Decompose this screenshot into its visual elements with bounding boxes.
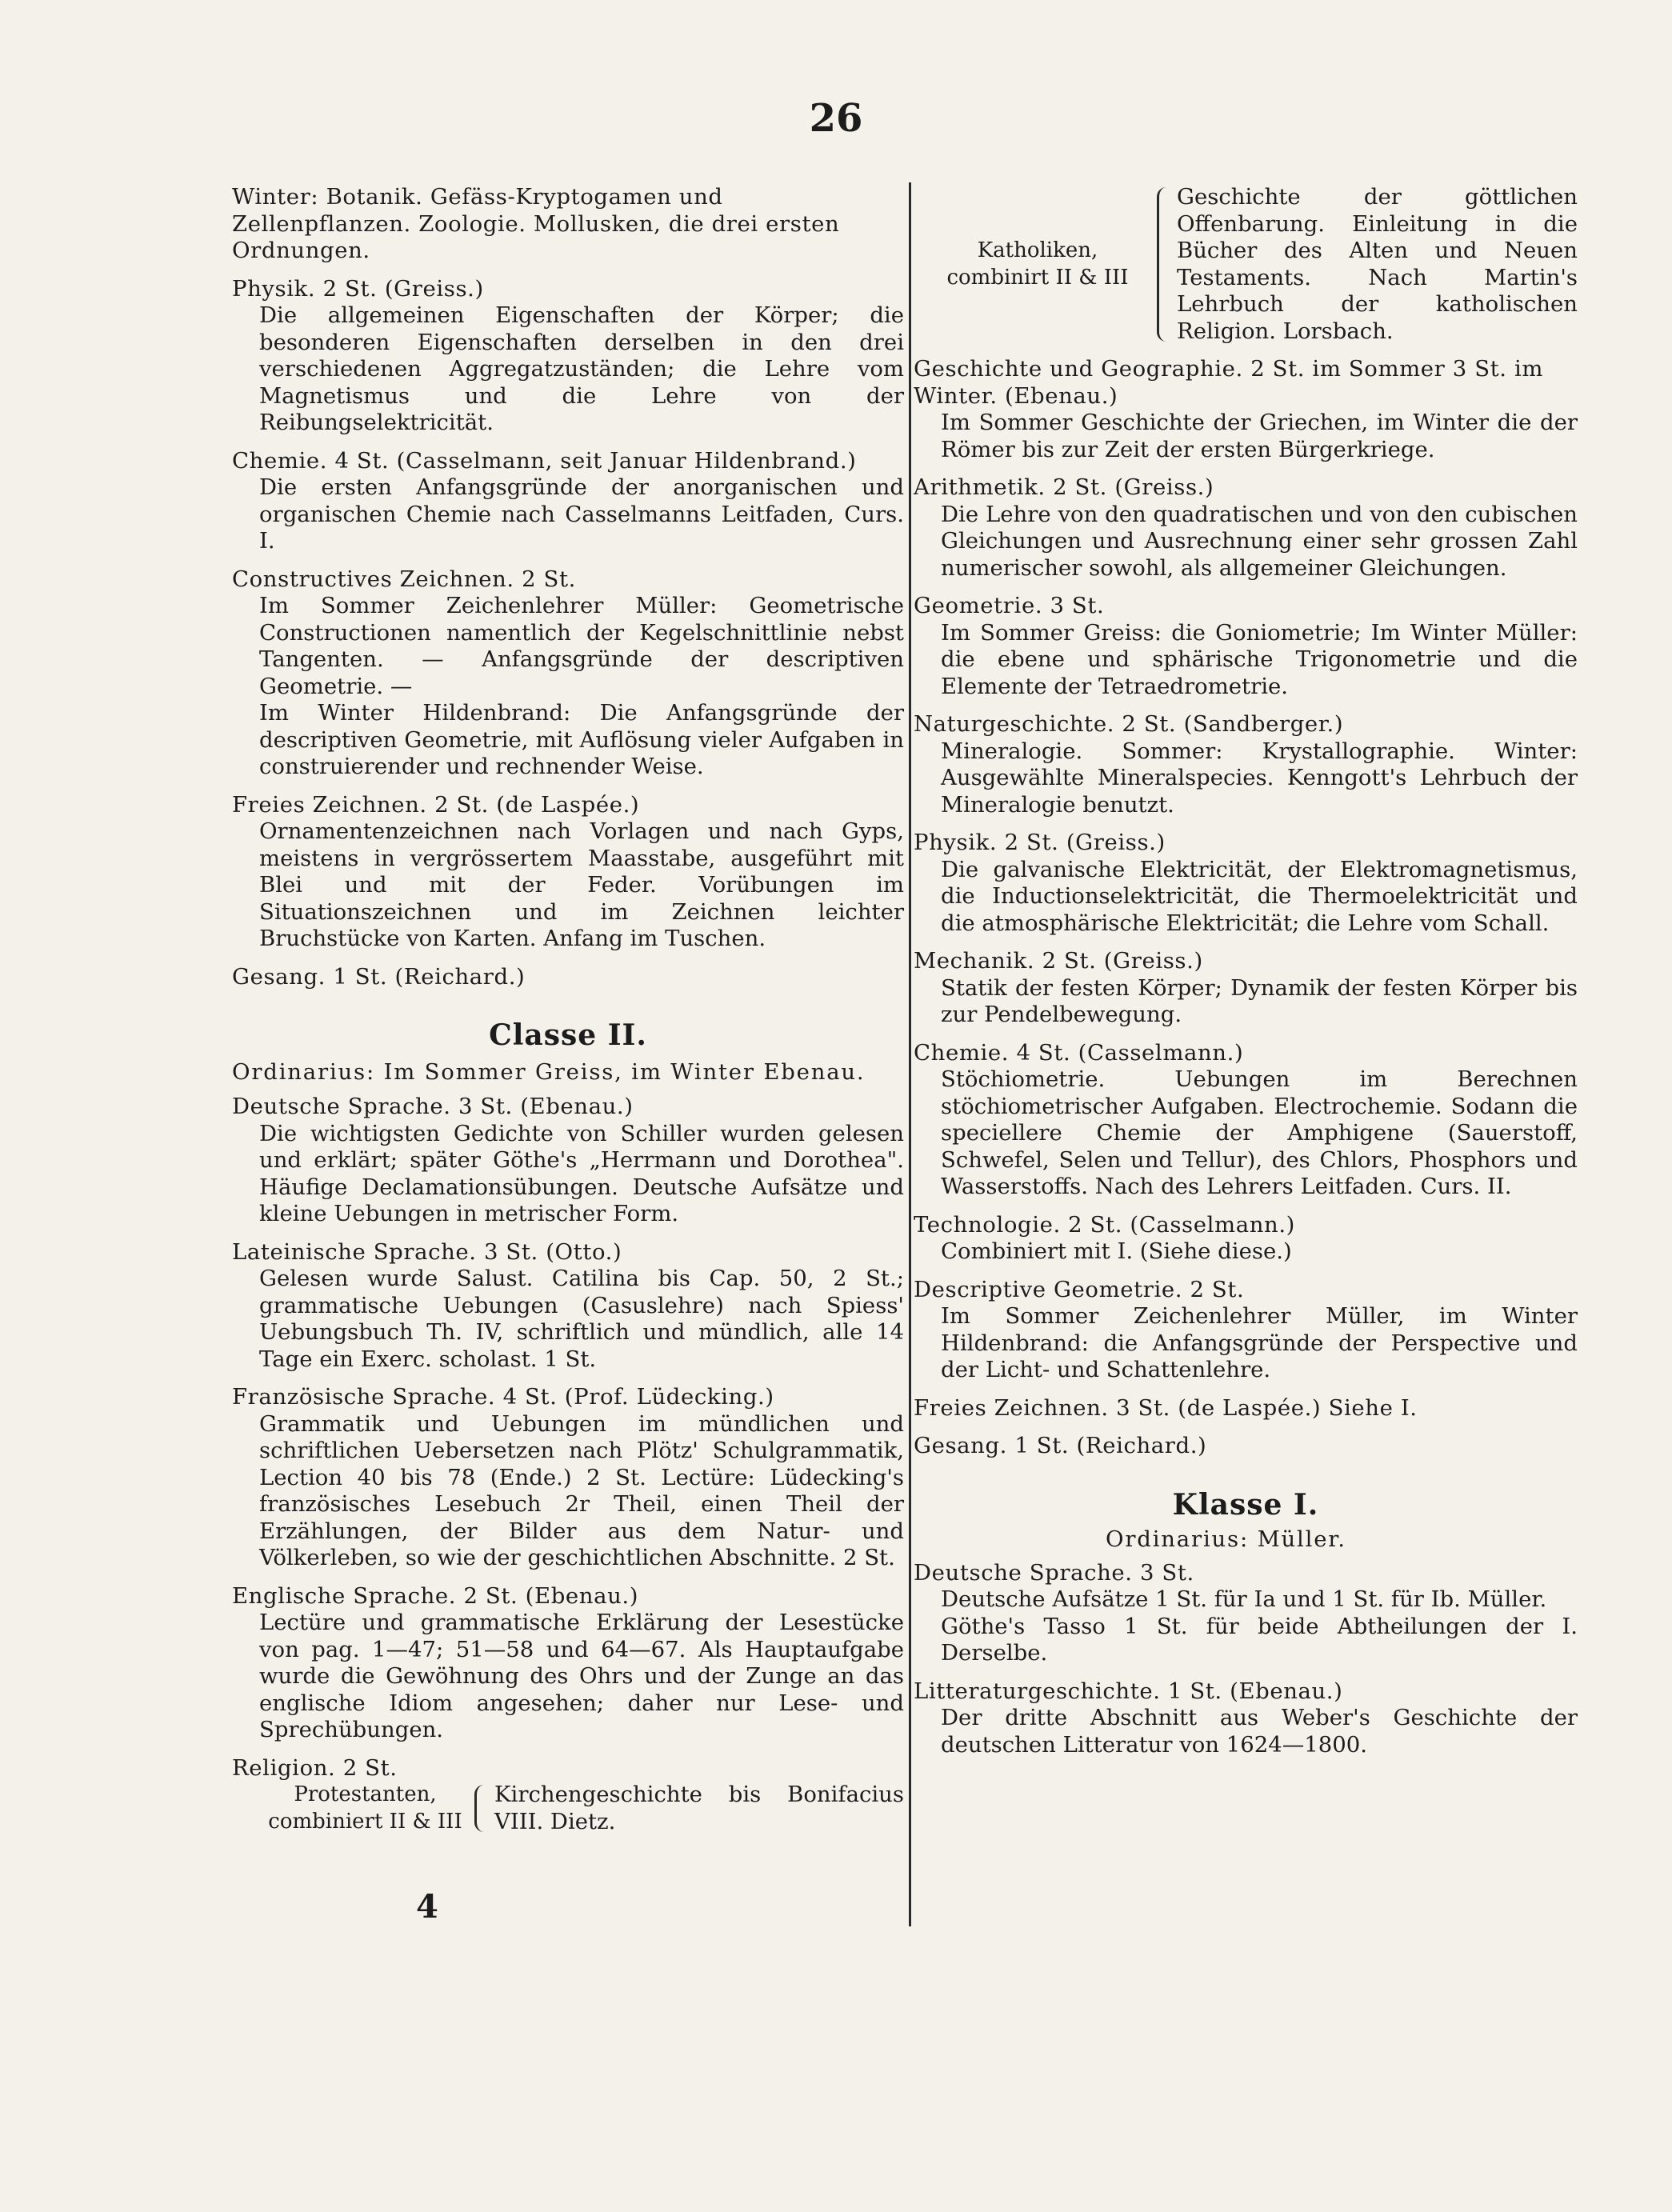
section-franzoesische-sprache-ii bbox=[232, 1384, 904, 1572]
section-freies-zeichnen-iii bbox=[232, 792, 904, 953]
freies-body: Ornamentenzeichnen nach Vorlagen und nach Gyps, meistens in vergrössertem Maasstabe, ausgeführt mit Blei und mit der Feder. Vorübungen im Situationszeichnen und im Zeichnen leichter Bruchstücke von Karten. Anfang im Tuschen. bbox=[259, 818, 904, 951]
deutsche-head: Deutsche Sprache. 3 St. (Ebenau.) bbox=[232, 1094, 634, 1119]
geometrie-body: Im Sommer Greiss: die Goniometrie; Im Winter Müller: die ebene und sphärische Trigonometrie und die Elemente der Tetraedrometrie. bbox=[941, 619, 1578, 699]
katholiken-group-label-2: combinirt II & III bbox=[946, 265, 1129, 290]
physik-ii-head: Physik. 2 St. (Greiss.) bbox=[914, 830, 1166, 855]
geschichte-body: Im Sommer Geschichte der Griechen, im Winter die der Römer bis zur Zeit der ersten Bürgerkriege. bbox=[941, 410, 1578, 462]
section-freies-zeichnen-ii bbox=[914, 1395, 1578, 1422]
section-gesang-ii bbox=[914, 1433, 1578, 1460]
section-physik-iii bbox=[232, 276, 904, 437]
section-gesang-iii bbox=[232, 964, 904, 991]
lateinische-head: Lateinische Sprache. 3 St. (Otto.) bbox=[232, 1238, 622, 1265]
class-title-ii: Classe II. bbox=[489, 1018, 647, 1052]
chemie-head: Chemie. 4 St. (Casselmann, seit Januar Hildenbrand.) bbox=[232, 447, 857, 474]
constructives-body-summer: Im Sommer Zeichenlehrer Müller: Geometrische Constructionen namentlich der Kegelschnittlinie nebst Tangenten. — Anfangsgründe der descriptiven Geometrie. — bbox=[259, 593, 904, 699]
physik-ii-body: Die galvanische Elektricität, der Elektromagnetismus, die Inductionselektricität, die Thermoelektricität und die atmosphärische Elektricität; die Lehre vom Schall. bbox=[941, 856, 1578, 936]
religion-group-label bbox=[232, 1782, 471, 1835]
section-naturgeschichte bbox=[914, 711, 1578, 818]
katholiken-row bbox=[914, 184, 1578, 345]
katholiken-group-label-1: Katholiken, bbox=[977, 238, 1098, 262]
section-katholiken bbox=[914, 184, 1578, 345]
section-physik-ii bbox=[914, 830, 1578, 937]
religion-protestanten-row bbox=[232, 1782, 904, 1835]
chemie-ii-body: Stöchiometrie. Uebungen im Berechnen stöchiometrischer Aufgaben. Electrochemie. Sodann die speciellere Chemie der Amphigene (Sauerstoff, Schwefel, Selen und Tellur), des Chlors, Phosphors und Wasserstoffs. Nach des Lehrers Leitfaden. Curs. II. bbox=[941, 1066, 1578, 1199]
litteratur-body: Der dritte Abschnitt aus Weber's Geschichte der deutschen Litteratur von 1624—1800. bbox=[941, 1705, 1578, 1758]
lateinische-body: Gelesen wurde Salust. Catilina bis Cap. 50, 2 St.; grammatische Uebungen (Casuslehre) nach Spiess' Uebungsbuch Th. IV, schriftlich und mündlich, alle 14 Tage ein Exerc. scholast. 1 St. bbox=[259, 1266, 904, 1372]
section-constructives-zeichnen bbox=[232, 566, 904, 781]
mechanik-body: Statik der festen Körper; Dynamik der festen Körper bis zur Pendelbewegung. bbox=[941, 974, 1578, 1027]
section-winter-botanik bbox=[232, 184, 904, 265]
gesang-head: Gesang. 1 St. (Reichard.) bbox=[232, 963, 526, 990]
page-number: 26 bbox=[809, 96, 863, 141]
section-mechanik bbox=[914, 948, 1578, 1029]
winter-intro-text: Winter: Botanik. Gefäss-Kryptogamen und Zellenpflanzen. Zoologie. Mollusken, die drei ersten Ordnungen. bbox=[232, 184, 840, 263]
deutsche-i-body-2: Göthe's Tasso 1 St. für beide Abtheilungen der I. Derselbe. bbox=[941, 1613, 1578, 1666]
katholiken-group-label bbox=[914, 184, 1154, 345]
freies-ii-head: Freies Zeichnen. 3 St. (de Laspée.) Siehe I. bbox=[914, 1394, 1418, 1421]
column-divider bbox=[909, 182, 911, 1926]
section-lateinische-sprache-ii bbox=[232, 1239, 904, 1374]
right-column bbox=[914, 184, 1578, 1770]
naturgeschichte-body: Mineralogie. Sommer: Krystallographie. Winter: Ausgewählte Mineralspecies. Kenngott's Lehrbuch der Mineralogie benutzt. bbox=[941, 738, 1578, 818]
section-chemie-ii bbox=[914, 1040, 1578, 1201]
katholiken-body: Geschichte der göttlichen Offenbarung. Einleitung in die Bücher des Alten und Neuen Testaments. Nach Martin's Lehrbuch der katholischen Religion. Lorsbach. bbox=[1177, 184, 1578, 344]
deutsche-i-head: Deutsche Sprache. 3 St. bbox=[914, 1559, 1194, 1586]
section-litteraturgeschichte bbox=[914, 1678, 1578, 1759]
class-title-i: Klasse I. bbox=[1172, 1487, 1319, 1522]
freies-head: Freies Zeichnen. 2 St. (de Laspée.) bbox=[232, 791, 640, 818]
brace-icon bbox=[1157, 187, 1170, 342]
geschichte-head: Geschichte und Geographie. 2 St. im Sommer 3 St. im Winter. (Ebenau.) bbox=[914, 356, 1544, 409]
religion-head: Religion. 2 St. bbox=[232, 1754, 398, 1781]
section-geschichte-geographie bbox=[914, 356, 1578, 463]
franzoesische-body: Grammatik und Uebungen im mündlichen und schriftlichen Uebersetzen nach Plötz' Schulgrammatik, Lection 40 bis 78 (Ende.) 2 St. Lectüre: Lüdecking's französisches Lesebuch 2r Theil, einen Theil der Erzählungen, der Bilder aus dem Natur- und Völkerleben, so wie der geschichtlichen Abschnitte. 2 St. bbox=[259, 1410, 904, 1570]
section-geometrie bbox=[914, 593, 1578, 700]
ordinarius-ii: Ordinarius: Im Sommer Greiss, im Winter Ebenau. bbox=[232, 1058, 866, 1085]
ordinarius-i: Ordinarius: Müller. bbox=[1106, 1526, 1346, 1552]
section-englische-sprache-ii bbox=[232, 1583, 904, 1744]
chemie-body: Die ersten Anfangsgründe der anorganischen und organischen Chemie nach Casselmanns Leitfaden, Curs. I. bbox=[259, 474, 904, 554]
physik-body: Die allgemeinen Eigenschaften der Körper; die besonderen Eigenschaften derselben in den drei verschiedenen Aggregatzuständen; die Lehre vom Magnetismus und die Lehre von der Reibungselektricität. bbox=[259, 302, 904, 435]
englische-body: Lectüre und grammatische Erklärung der Lesestücke von pag. 1—47; 51—58 und 64—67. Als Hauptaufgabe wurde die Gewöhnung des Ohrs und der Zunge an das englische Idiom angesehen; daher nur Lese- und Sprechübungen. bbox=[259, 1610, 904, 1742]
technologie-head: Technologie. 2 St. (Casselmann.) bbox=[914, 1211, 1296, 1238]
chemie-ii-head: Chemie. 4 St. (Casselmann.) bbox=[914, 1039, 1244, 1066]
technologie-body: Combiniert mit I. (Siehe diese.) bbox=[941, 1238, 1292, 1264]
section-chemie-iii bbox=[232, 448, 904, 555]
englische-head: Englische Sprache. 2 St. (Ebenau.) bbox=[232, 1582, 639, 1609]
religion-body: Kirchengeschichte bis Bonifacius VIII. Dietz. bbox=[494, 1782, 904, 1834]
section-deutsche-sprache-i bbox=[914, 1560, 1578, 1667]
geometrie-head: Geometrie. 3 St. bbox=[914, 593, 1105, 618]
section-deutsche-sprache-ii bbox=[232, 1094, 904, 1228]
section-arithmetik bbox=[914, 474, 1578, 582]
left-column bbox=[232, 184, 904, 1846]
physik-head: Physik. 2 St. (Greiss.) bbox=[232, 275, 484, 302]
section-descriptive-geometrie bbox=[914, 1277, 1578, 1384]
arithmetik-head: Arithmetik. 2 St. (Greiss.) bbox=[914, 474, 1214, 500]
constructives-body-winter: Im Winter Hildenbrand: Die Anfangsgründe der descriptiven Geometrie, mit Auflösung vieler Aufgaben in construierender und rechnender Weise. bbox=[259, 700, 904, 779]
descriptive-head: Descriptive Geometrie. 2 St. bbox=[914, 1276, 1245, 1302]
gesang-ii-head: Gesang. 1 St. (Reichard.) bbox=[914, 1433, 1207, 1458]
religion-group-label-2: combiniert II & III bbox=[268, 1809, 462, 1834]
constructives-head: Constructives Zeichnen. 2 St. bbox=[232, 566, 576, 592]
section-technologie bbox=[914, 1212, 1578, 1266]
mechanik-head: Mechanik. 2 St. (Greiss.) bbox=[914, 948, 1203, 974]
religion-group-label-1: Protestanten, bbox=[294, 1782, 437, 1806]
litteratur-head: Litteraturgeschichte. 1 St. (Ebenau.) bbox=[914, 1678, 1343, 1704]
naturgeschichte-head: Naturgeschichte. 2 St. (Sandberger.) bbox=[914, 711, 1344, 737]
brace-icon bbox=[474, 1785, 488, 1832]
descriptive-body: Im Sommer Zeichenlehrer Müller, im Winter Hildenbrand: die Anfangsgründe der Perspective und der Licht- und Schattenlehre. bbox=[941, 1303, 1578, 1382]
section-religion-ii bbox=[232, 1755, 904, 1836]
deutsche-body: Die wichtigsten Gedichte von Schiller wurden gelesen und erklärt; später Göthe's „Herrmann und Dorothea". Häufige Declamationsübungen. Deutsche Aufsätze und kleine Uebungen in metrischer Form. bbox=[259, 1120, 904, 1226]
signature-mark: 4 bbox=[416, 1888, 438, 1926]
deutsche-i-body-1: Deutsche Aufsätze 1 St. für Ia und 1 St. für Ib. Müller. bbox=[941, 1586, 1547, 1612]
franzoesische-head: Französische Sprache. 4 St. (Prof. Lüdecking.) bbox=[232, 1384, 774, 1410]
arithmetik-body: Die Lehre von den quadratischen und von den cubischen Gleichungen und Ausrechnung einer sehr grossen Zahl numerischer sowohl, als allgemeiner Gleichungen. bbox=[941, 501, 1578, 581]
